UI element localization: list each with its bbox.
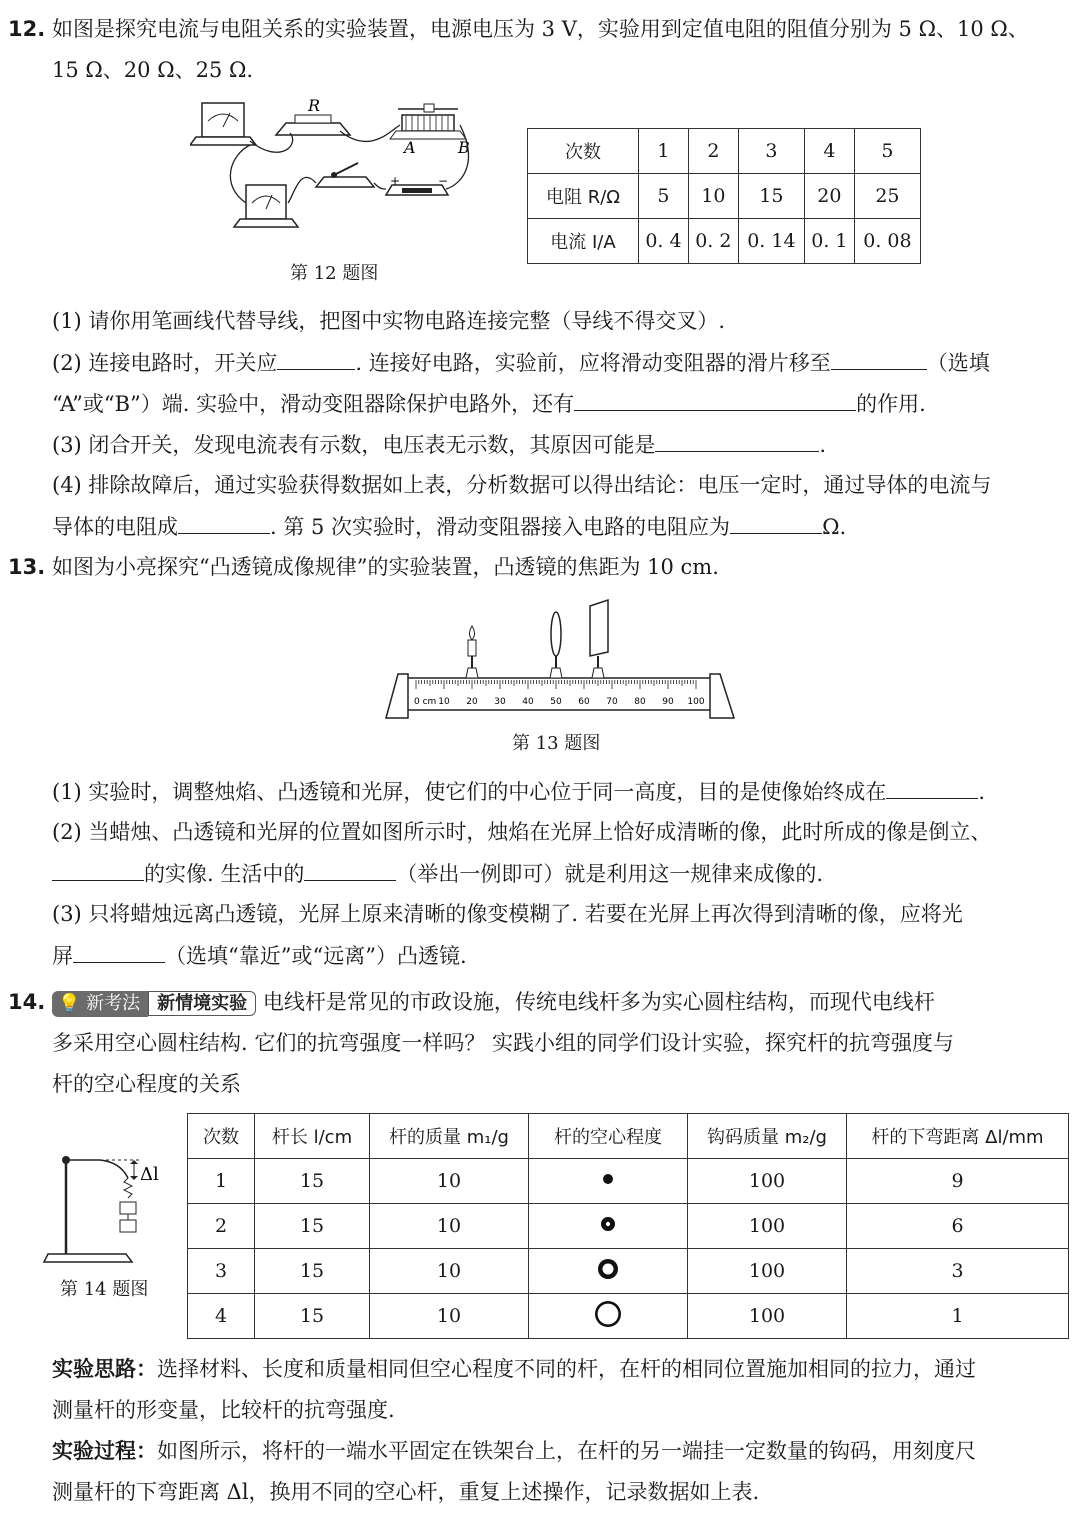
table-cell: 3 xyxy=(188,1249,255,1294)
rheostat-terminal-b: B xyxy=(458,138,470,157)
figure-12-caption: 第 12 题图 xyxy=(290,263,379,284)
hollow-cell xyxy=(529,1294,688,1339)
idea-label: 实验思路： xyxy=(52,1357,157,1381)
right-stand xyxy=(710,674,734,718)
svg-text:+: + xyxy=(390,174,401,188)
table-cell: 2 xyxy=(688,129,738,174)
new-method-badge xyxy=(52,991,148,1017)
answer-blank[interactable] xyxy=(831,347,927,370)
q12-part1: (1) 请你用笔画线代替导线，把图中实物电路连接完整（导线不得交叉）. xyxy=(52,309,726,333)
table-header: 杆长 l/cm xyxy=(255,1114,370,1159)
answer-blank[interactable] xyxy=(886,776,978,799)
q13-p2c: （举出一例即可）就是利用这一规律来成像的. xyxy=(396,862,824,886)
table-cell: 6 xyxy=(847,1204,1069,1249)
answer-blank[interactable] xyxy=(730,511,822,534)
table-cell: 10 xyxy=(370,1159,529,1204)
question-14-line3: 杆的空心程度的关系 xyxy=(52,1072,241,1096)
q14-stem-line1: 电线杆是常见的市政设施，传统电线杆多为实心圆柱结构，而现代电线杆 xyxy=(262,990,935,1014)
q12-p2b: . 连接好电路，实验前，应将滑动变阻器的滑片移至 xyxy=(355,351,831,375)
table-cell: 100 xyxy=(688,1204,847,1249)
table-cell: 100 xyxy=(688,1294,847,1339)
table-cell: 0. 2 xyxy=(688,219,738,264)
hollow-cell xyxy=(529,1249,688,1294)
answer-blank[interactable] xyxy=(52,858,144,881)
table-cell: 100 xyxy=(688,1249,847,1294)
table-header: 杆的质量 m₁/g xyxy=(370,1114,529,1159)
q13-p3b: 屏 xyxy=(52,944,73,968)
battery-icon xyxy=(386,174,448,195)
q13-part2-line1: (2) 当蜡烛、凸透镜和光屏的位置如图所示时，烛焰在光屏上恰好成清晰的像，此时所成的像是倒立、 xyxy=(52,820,992,844)
table-cell: 1 xyxy=(847,1294,1069,1339)
table-cell: 20 xyxy=(804,174,854,219)
table-cell: 0. 4 xyxy=(639,219,689,264)
candle-icon xyxy=(466,626,478,678)
svg-text:−: − xyxy=(438,174,449,188)
hollow-degree-icon xyxy=(593,1209,623,1239)
q12-p2c: （选填 xyxy=(926,351,990,375)
question-14-line1 xyxy=(52,987,935,1017)
question-14-table xyxy=(187,1113,1069,1339)
hollow-cell xyxy=(529,1204,688,1249)
iron-stand-figure xyxy=(40,1140,180,1270)
table-cell: 10 xyxy=(370,1204,529,1249)
table-cell: 15 xyxy=(255,1294,370,1339)
q13-part2-line2 xyxy=(52,858,823,889)
table-cell: 3 xyxy=(847,1249,1069,1294)
table-cell: 10 xyxy=(688,174,738,219)
q13-part3-line1: (3) 只将蜡烛远离凸透镜，光屏上原来清晰的像变模糊了. 若要在光屏上再次得到清晰的像，应将光 xyxy=(52,902,963,926)
table-header: 钩码质量 m₂/g xyxy=(688,1114,847,1159)
q12-part4-line1: (4) 排除故障后，通过实验获得数据如上表，分析数据可以得出结论：电压一定时，通过导体的电流与 xyxy=(52,473,992,497)
q14-process-line2: 测量杆的下弯距离 Δl，换用不同的空心杆，重复上述操作，记录数据如上表. xyxy=(52,1480,760,1504)
convex-lens-icon xyxy=(550,612,562,678)
table-cell: 10 xyxy=(370,1294,529,1339)
new-scenario-badge: 新情境实验 xyxy=(148,991,256,1016)
q12-part2-line2 xyxy=(52,388,926,419)
question-13-stem: 如图为小亮探究“凸透镜成像规律”的实验装置，凸透镜的焦距为 10 cm. xyxy=(52,555,719,579)
q14-idea-line2: 测量杆的形变量，比较杆的抗弯强度. xyxy=(52,1398,395,1422)
table-cell: 4 xyxy=(804,129,854,174)
answer-blank[interactable] xyxy=(304,858,396,881)
table-row xyxy=(528,219,921,264)
table-cell: 0. 08 xyxy=(854,219,920,264)
ruler-label: 10 xyxy=(438,697,450,707)
table-cell: 15 xyxy=(738,174,804,219)
optical-bench-figure xyxy=(380,596,740,722)
table-cell: 9 xyxy=(847,1159,1069,1204)
q13-p1a: (1) 实验时，调整烛焰、凸透镜和光屏，使它们的中心位于同一高度，目的是使像始终成在 xyxy=(52,780,887,804)
question-14-number: 14. xyxy=(8,990,46,1014)
table-cell: 2 xyxy=(188,1204,255,1249)
table-row-label: 电流 I/A xyxy=(528,219,639,264)
hollow-degree-icon xyxy=(593,1254,623,1284)
table-cell: 10 xyxy=(370,1249,529,1294)
table-header: 杆的空心程度 xyxy=(529,1114,688,1159)
question-12-number: 12. xyxy=(8,17,46,41)
table-cell: 1 xyxy=(188,1159,255,1204)
table-row xyxy=(528,174,921,219)
question-12-stem-line2: 15 Ω、20 Ω、25 Ω. xyxy=(52,58,254,82)
voltmeter-icon xyxy=(190,103,256,145)
q14-process-line1 xyxy=(52,1436,976,1466)
q12-p3b: . xyxy=(819,433,827,457)
table-cell: 25 xyxy=(854,174,920,219)
question-13-number: 13. xyxy=(8,555,46,579)
process-label: 实验过程： xyxy=(52,1439,157,1463)
table-cell: 0. 1 xyxy=(804,219,854,264)
q14-idea-line1 xyxy=(52,1354,976,1384)
table-row xyxy=(188,1294,1069,1339)
q12-p4b: 导体的电阻成 xyxy=(52,515,178,539)
q13-part3-line2 xyxy=(52,940,467,971)
figure-14-caption: 第 14 题图 xyxy=(60,1279,149,1300)
q13-p3c: （选填“靠近”或“远离”）凸透镜. xyxy=(165,944,467,968)
resistor-label: R xyxy=(308,96,321,115)
ruler-label: 100 xyxy=(687,697,705,707)
answer-blank[interactable] xyxy=(655,429,819,452)
q14-idea1: 选择材料、长度和质量相同但空心程度不同的杆，在杆的相同位置施加相同的拉力，通过 xyxy=(157,1357,976,1381)
ammeter-icon xyxy=(234,185,298,227)
q13-p2b: 的实像. 生活中的 xyxy=(144,862,305,886)
answer-blank[interactable] xyxy=(277,347,355,370)
table-cell: 15 xyxy=(255,1204,370,1249)
delta-l-label: Δl xyxy=(140,1164,159,1185)
lightbulb-icon: 💡 xyxy=(58,993,81,1014)
q12-p4c: . 第 5 次实验时，滑动变阻器接入电路的电阻应为 xyxy=(270,515,731,539)
answer-blank[interactable] xyxy=(73,940,165,963)
table-row xyxy=(188,1249,1069,1294)
table-row xyxy=(528,129,921,174)
q12-part4-line2 xyxy=(52,511,846,542)
table-row-label: 电阻 R/Ω xyxy=(528,174,639,219)
badge1-label: 新考法 xyxy=(86,993,141,1014)
rheostat-icon xyxy=(390,104,466,139)
question-12-stem-line1: 如图是探究电流与电阻关系的实验装置，电源电压为 3 V，实验用到定值电阻的阻值分别为 5 Ω、10 Ω、 xyxy=(52,17,1029,41)
table-cell: 15 xyxy=(255,1249,370,1294)
table-cell: 4 xyxy=(188,1294,255,1339)
ruler-label: 40 xyxy=(522,697,534,707)
table-header: 次数 xyxy=(188,1114,255,1159)
circuit-figure xyxy=(190,95,490,265)
resistor-icon xyxy=(276,115,350,135)
q14-process1: 如图所示，将杆的一端水平固定在铁架台上，在杆的另一端挂一定数量的钩码，用刻度尺 xyxy=(157,1439,976,1463)
q13-part1 xyxy=(52,776,985,807)
rheostat-terminal-a: A xyxy=(404,138,416,157)
q12-part2-line1 xyxy=(52,347,990,378)
table-header-row xyxy=(188,1114,1069,1159)
table-cell: 15 xyxy=(255,1159,370,1204)
table-row xyxy=(188,1204,1069,1249)
light-screen-icon xyxy=(590,600,608,678)
table-cell: 5 xyxy=(639,174,689,219)
figure-13-caption: 第 13 题图 xyxy=(512,733,601,754)
ruler-label: 80 xyxy=(634,697,646,707)
q12-p2d: “A”或“B”）端. 实验中，滑动变阻器除保护电路外，还有 xyxy=(52,392,575,416)
q12-p2a: (2) 连接电路时，开关应 xyxy=(52,351,278,375)
q13-p1b: . xyxy=(978,780,986,804)
table-row xyxy=(188,1159,1069,1204)
q12-p2e: 的作用. xyxy=(856,392,926,416)
answer-blank[interactable] xyxy=(178,511,270,534)
table-header: 杆的下弯距离 Δl/mm xyxy=(847,1114,1069,1159)
table-cell: 1 xyxy=(639,129,689,174)
q12-p3a: (3) 闭合开关，发现电流表有示数，电压表无示数，其原因可能是 xyxy=(52,433,656,457)
table-cell: 3 xyxy=(738,129,804,174)
hollow-cell xyxy=(529,1159,688,1204)
hollow-degree-icon xyxy=(593,1164,623,1194)
answer-blank[interactable] xyxy=(574,388,856,411)
q12-p4d: Ω. xyxy=(822,515,847,539)
table-cell: 100 xyxy=(688,1159,847,1204)
ruler-label: 20 xyxy=(466,697,478,707)
ruler-label: 70 xyxy=(606,697,618,707)
ruler-label: 60 xyxy=(578,697,590,707)
ruler-label: 0 cm xyxy=(414,697,437,707)
ruler-label: 30 xyxy=(494,697,506,707)
question-14-line2: 多采用空心圆柱结构. 它们的抗弯强度一样吗？ 实践小组的同学们设计实验，探究杆的抗弯强度与 xyxy=(52,1031,955,1055)
question-12-table xyxy=(527,128,921,264)
switch-icon xyxy=(316,163,374,187)
hollow-degree-icon xyxy=(593,1299,623,1329)
table-row-label: 次数 xyxy=(528,129,639,174)
table-cell: 5 xyxy=(854,129,920,174)
table-cell: 0. 14 xyxy=(738,219,804,264)
left-stand xyxy=(386,674,408,718)
ruler-label: 50 xyxy=(550,697,562,707)
ruler-label: 90 xyxy=(662,697,674,707)
q12-part3 xyxy=(52,429,826,460)
